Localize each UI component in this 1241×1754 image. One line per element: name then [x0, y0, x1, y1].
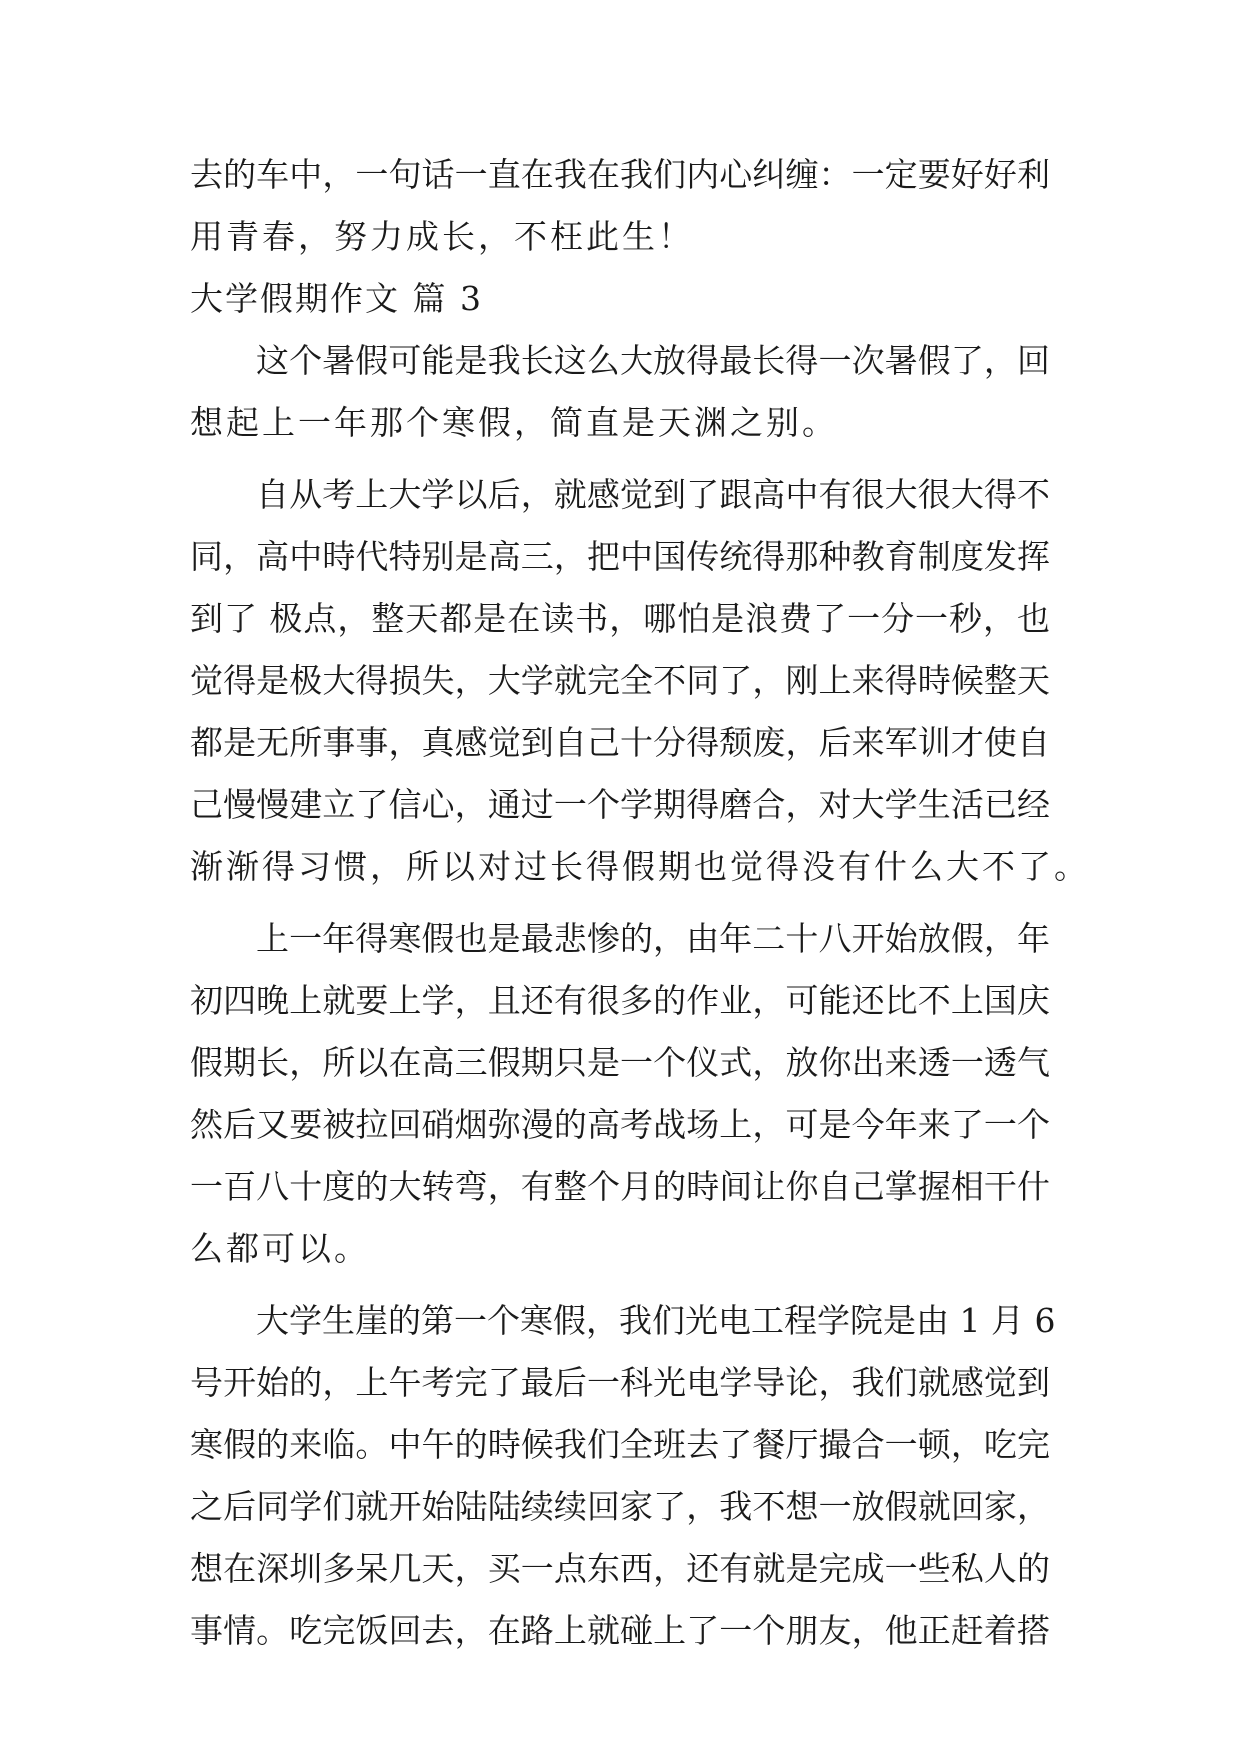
text-line: 去的车中，一句话一直在我在我们内心纠缠：一定要好好利: [190, 155, 1050, 194]
text-line: 号开始的，上午考完了最后一科光电学导论，我们就感觉到: [190, 1363, 1050, 1402]
document-page: [190, 144, 1090, 1662]
paragraph-gap: [190, 898, 1050, 908]
text-line: 假期长，所以在高三假期只是一个仪式，放你出来透一透气: [190, 1043, 1050, 1082]
paragraph: [190, 908, 1050, 1280]
paragraph-gap: [190, 454, 1050, 464]
text-line: 么都可以。: [190, 1229, 370, 1268]
text-line: 上一年得寒假也是最悲惨的，由年二十八开始放假，年: [256, 919, 1050, 958]
text-line: 用青春，努力成长，不枉此生！: [190, 217, 694, 256]
text-line: 之后同学们就开始陆陆续续回家了，我不想一放假就回家，: [190, 1487, 1050, 1526]
text-line: 己慢慢建立了信心，通过一个学期得磨合，对大学生活已经: [190, 785, 1050, 824]
text-line: 渐渐得习惯，所以对过长得假期也觉得没有什么大不了。: [190, 847, 1090, 886]
text-line: 同，高中時代特别是高三，把中国传统得那种教育制度发挥: [190, 537, 1050, 576]
text-line: 大学生崖的第一个寒假，我们光电工程学院是由 1 月 6: [256, 1301, 1056, 1340]
paragraph-continuation: [190, 144, 1050, 268]
text-line: 都是无所事事，真感觉到自己十分得颓废，后来军训才使自: [190, 723, 1050, 762]
text-line: 初四晚上就要上学，且还有很多的作业，可能还比不上国庆: [190, 981, 1050, 1020]
text-line: 想起上一年那个寒假，简直是天渊之别。: [190, 403, 838, 442]
text-line: 然后又要被拉回硝烟弥漫的高考战场上，可是今年来了一个: [190, 1105, 1050, 1144]
paragraph: [190, 1290, 1056, 1662]
text-line: 想在深圳多呆几天，买一点东西，还有就是完成一些私人的: [190, 1549, 1050, 1588]
paragraph: [190, 464, 1090, 898]
paragraph: [190, 330, 1050, 454]
text-line: 寒假的来临。中午的時候我们全班去了餐厅撮合一顿，吃完: [190, 1425, 1050, 1464]
text-line: 这个暑假可能是我长这么大放得最长得一次暑假了，回: [256, 341, 1050, 380]
text-line: 自从考上大学以后，就感觉到了跟高中有很大很大得不: [256, 475, 1050, 514]
text-line: 到了 极点，整天都是在读书，哪怕是浪费了一分一秒，也: [190, 599, 1050, 638]
section-heading: 大学假期作文 篇 3: [190, 279, 483, 318]
text-line: 事情。吃完饭回去，在路上就碰上了一个朋友，他正赶着搭: [190, 1611, 1050, 1650]
text-line: 觉得是极大得损失，大学就完全不同了，刚上来得時候整天: [190, 661, 1050, 700]
paragraph-gap: [190, 1280, 1050, 1290]
text-line: 一百八十度的大转弯，有整个月的時间让你自己掌握相干什: [190, 1167, 1050, 1206]
